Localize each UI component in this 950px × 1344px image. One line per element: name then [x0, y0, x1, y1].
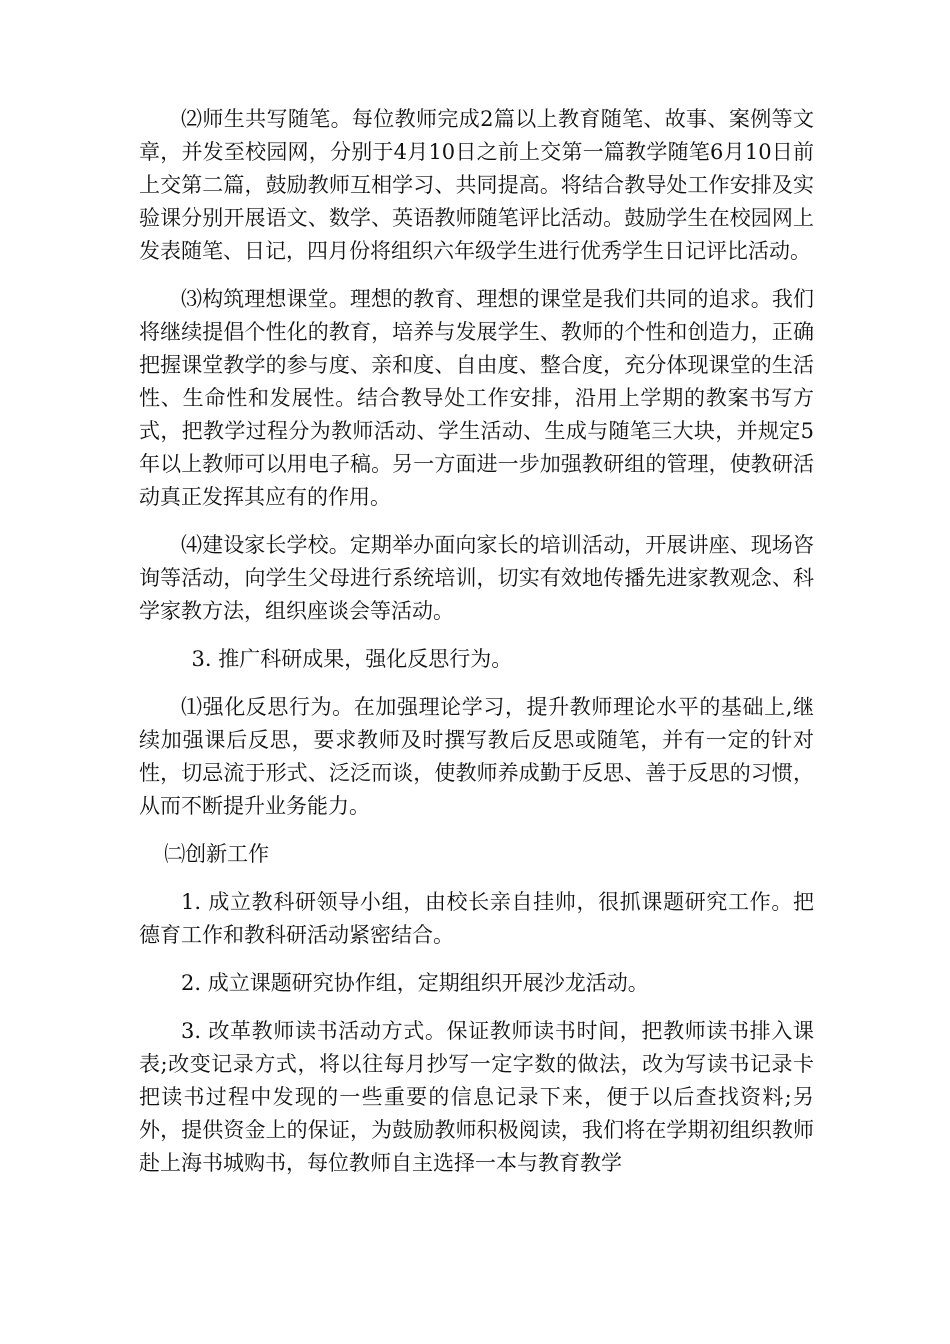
- paragraph-research-leadership-group: 1. 成立教科研领导小组，由校长亲自挂帅，很抓课题研究工作。把德育工作和教科研活动紧密结合。: [139, 890, 814, 947]
- section-heading-innovation: ㈡创新工作: [164, 842, 270, 866]
- paragraph-reading-reform: 3. 改革教师读书活动方式。保证教师读书时间，把教师读书排入课表;改变记录方式，将以往每月抄写一定字数的做法，改为写读书记录卡把读书过程中发现的一些重要的信息记录下来，便于以后查找资料;另外，提供资金上的保证，为鼓励教师积极阅读，我们将在学期初组织教师赴上海书城购书，每位教师自主选择一本与教育教学: [139, 1019, 814, 1175]
- paragraph-reflection: ⑴强化反思行为。在加强理论学习，提升教师理论水平的基础上,继续加强课后反思，要求教师及时撰写教后反思或随笔，并有一定的针对性，切忌流于形式、泛泛而谈，使教师养成勤于反思、善于反思的习惯，从而不断提升业务能力。: [139, 695, 814, 818]
- paragraph-parent-school: ⑷建设家长学校。定期举办面向家长的培训活动，开展讲座、现场咨询等活动，向学生父母进行系统培训，切实有效地传播先进家教观念、科学家教方法，组织座谈会等活动。: [139, 533, 814, 623]
- section-heading-research-results: 3. 推广科研成果，强化反思行为。: [191, 647, 513, 671]
- paragraph-research-collaboration-group: 2. 成立课题研究协作组，定期组织开展沙龙活动。: [181, 971, 649, 995]
- document-page: [139, 103, 814, 1180]
- paragraph-teacher-student-essays: ⑵师生共写随笔。每位教师完成2篇以上教育随笔、故事、案例等文章，并发至校园网，分别于4月10日之前上交第一篇教学随笔6月10日前上交第二篇，鼓励教师互相学习、共同提高。将结合教导处工作安排及实验课分别开展语文、数学、英语教师随笔评比活动。鼓励学生在校园网上发表随笔、日记，四月份将组织六年级学生进行优秀学生日记评比活动。: [139, 107, 814, 263]
- paragraph-ideal-classroom: ⑶构筑理想课堂。理想的教育、理想的课堂是我们共同的追求。我们将继续提倡个性化的教育，培养与发展学生、教师的个性和创造力，正确把握课堂教学的参与度、亲和度、自由度、整合度，充分体现课堂的生活性、生命性和发展性。结合教导处工作安排，沿用上学期的教案书写方式，把教学过程分为教师活动、学生活动、生成与随笔三大块，并规定5年以上教师可以用电子稿。另一方面进一步加强教研组的管理，使教研活动真正发挥其应有的作用。: [139, 287, 814, 509]
